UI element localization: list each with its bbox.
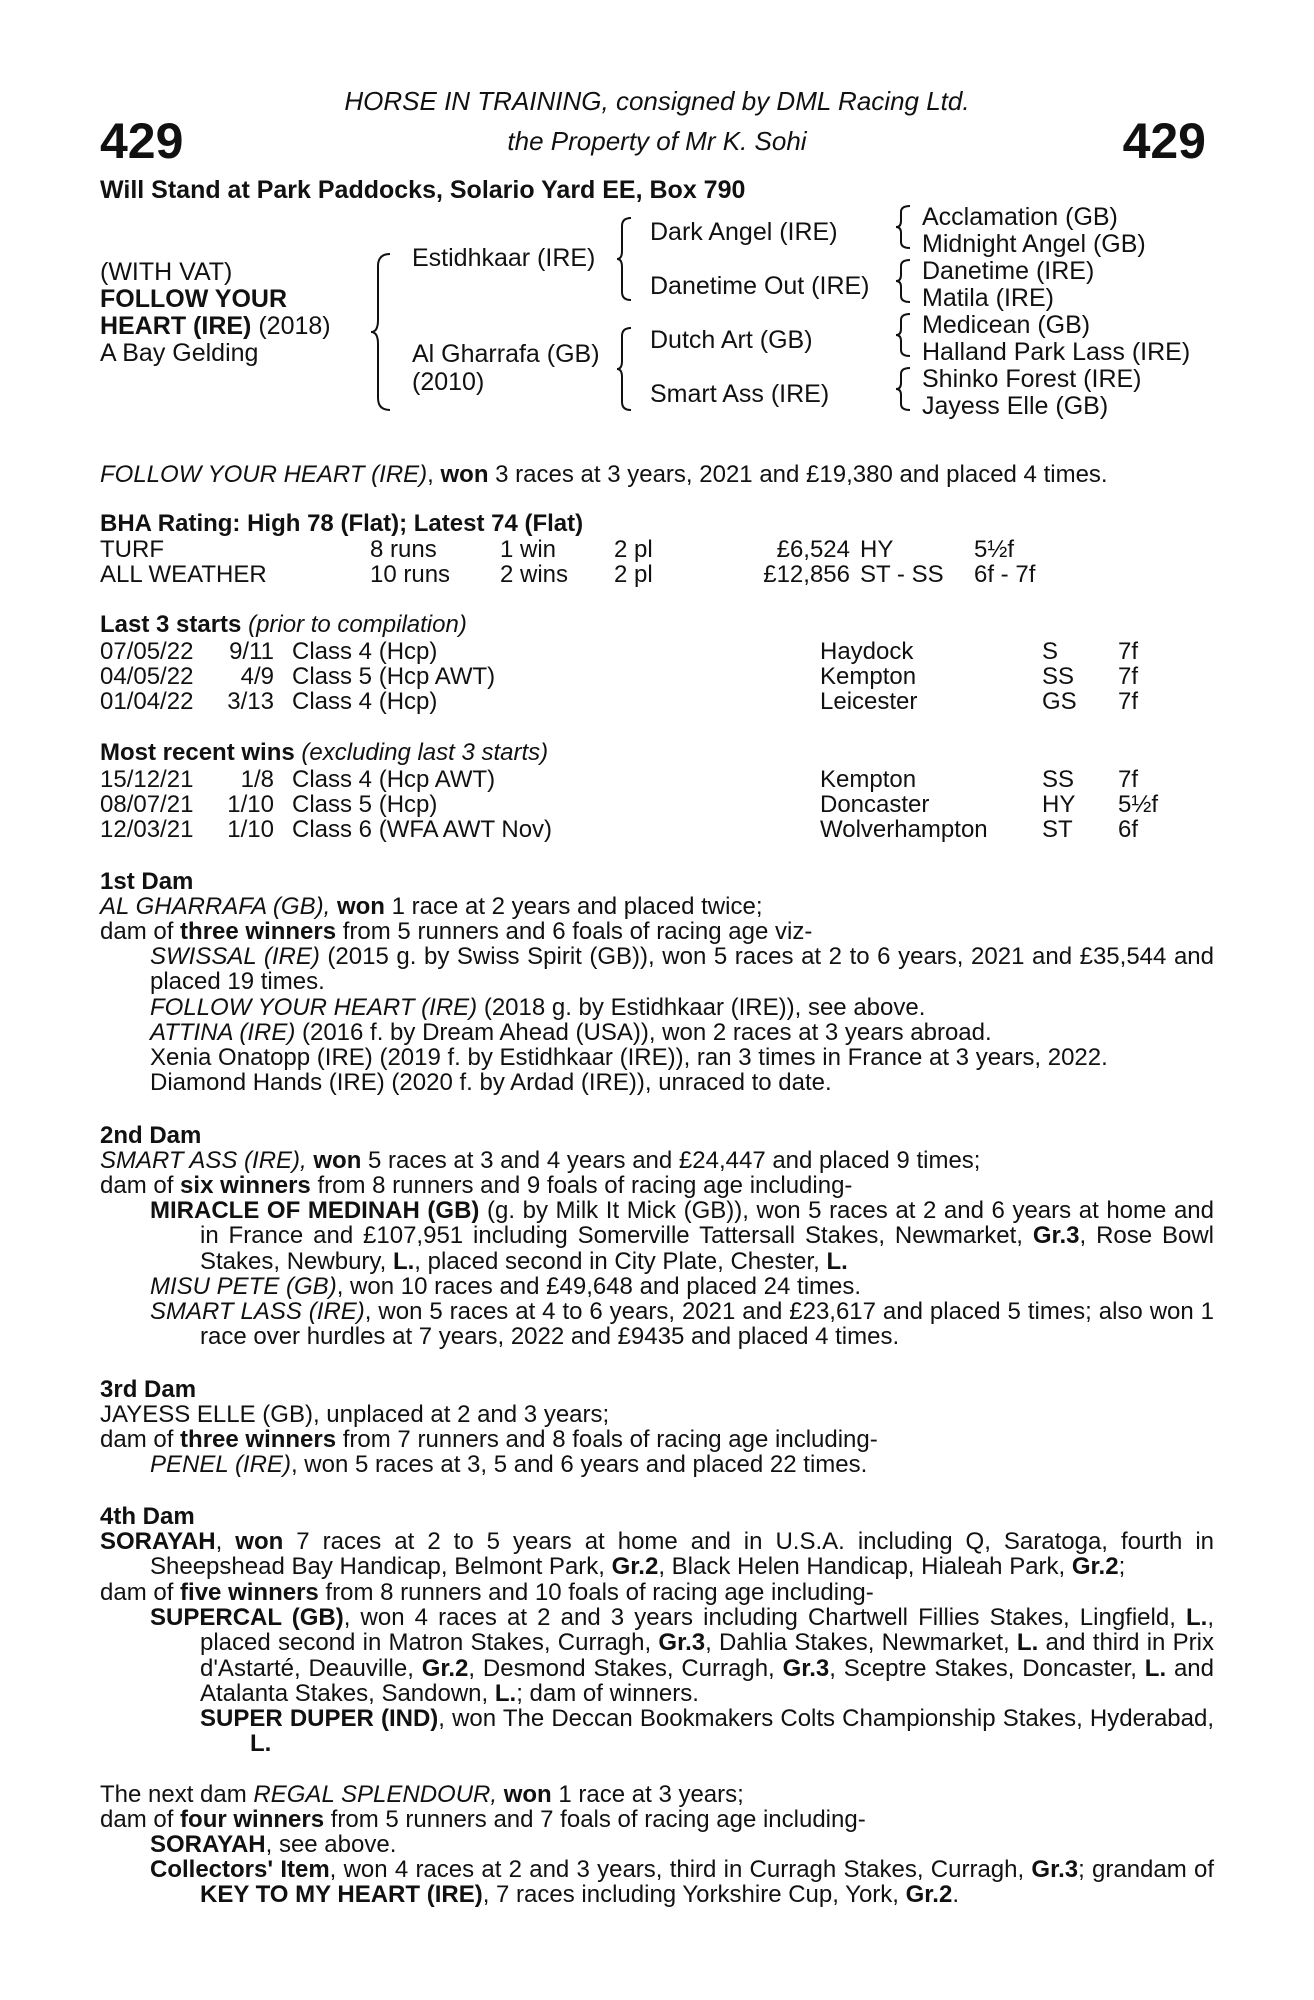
- produce-name: SWISSAL (IRE): [150, 943, 320, 970]
- dam1-dam-of: dam of: [100, 918, 181, 945]
- group-grade: Gr.2: [421, 1654, 469, 1682]
- grand-produce-name: KEY TO MY HEART (IRE): [200, 1881, 483, 1909]
- produce-record: , won 4 races at 2 and 3 years including Chartwell Fillies Stakes, Lingfield,: [343, 1604, 1186, 1631]
- lot-number-right: 429: [1122, 113, 1206, 169]
- rating-wins: 1 win: [500, 536, 557, 563]
- win-class: Class 5 (Hcp): [292, 791, 438, 818]
- dam1-produce-1: [150, 944, 1214, 995]
- summary-won: won: [440, 461, 489, 488]
- pedigree-brace-dam: [616, 326, 634, 412]
- pedigree-dam: Al Gharrafa (GB): [412, 340, 600, 368]
- dam2-winners: six winners: [180, 1172, 311, 1199]
- start-course: Haydock: [820, 638, 914, 665]
- recent-wins-note: (excluding last 3 starts): [301, 739, 549, 766]
- last3-title: Last 3 starts: [100, 611, 242, 638]
- pedigree-sdd: Matila (IRE): [922, 284, 1054, 312]
- dam3-line2: [100, 1427, 878, 1452]
- listed-grade: L.: [250, 1730, 272, 1758]
- dam4-sep: ,: [215, 1528, 236, 1555]
- dam3-produce-1: [150, 1452, 867, 1477]
- nextdam-line1-rest: 1 race at 3 years;: [551, 1781, 744, 1808]
- dam4-record: 7 races at 2 to 5 years at home and in U.S.A. including Q, Saratoga, fourth in Sheepshead Bay Handicap, Belmont Park,: [150, 1528, 1214, 1581]
- nextdam-winners: four winners: [180, 1806, 325, 1833]
- nextdam-intro: The next dam: [100, 1781, 254, 1808]
- rating-wins: 2 wins: [500, 561, 569, 588]
- start-distance: 7f: [1118, 638, 1139, 665]
- rating-distance: 5½f: [974, 536, 1015, 563]
- win-going: HY: [1042, 791, 1076, 818]
- start-date: 01/04/22: [100, 688, 194, 715]
- nextdam-won: won: [497, 1781, 552, 1808]
- pedigree-ssd: Midnight Angel (GB): [922, 230, 1146, 258]
- pedigree-ddd: Jayess Elle (GB): [922, 392, 1109, 420]
- win-course: Wolverhampton: [820, 816, 988, 843]
- race-summary: FOLLOW YOUR HEART (IRE), won 3 races at 3 years, 2021 and £19,380 and placed 4 times.: [100, 461, 1108, 488]
- dam4-title: 4th Dam: [100, 1503, 195, 1530]
- start-distance: 7f: [1118, 688, 1139, 715]
- dam4-record: , Black Helen Handicap, Hialeah Park,: [658, 1553, 1072, 1581]
- produce-name: Collectors' Item: [150, 1856, 330, 1883]
- nextdam-line2-rest: from 5 runners and 7 foals of racing age including-: [324, 1806, 866, 1833]
- rating-going: ST - SS: [860, 561, 944, 588]
- produce-record: , placed second in Matron Stakes, Curragh,: [200, 1604, 1214, 1657]
- win-date: 12/03/21: [100, 816, 194, 843]
- horse-name-line1: FOLLOW YOUR: [100, 285, 288, 313]
- last3-heading: [100, 612, 467, 637]
- produce-name: ATTINA (IRE): [150, 1019, 296, 1046]
- pedigree-ss: Dark Angel (IRE): [650, 218, 838, 246]
- produce-record: .: [952, 1881, 959, 1909]
- dam4-line1: [100, 1529, 1214, 1580]
- pedigree-brace-main: [370, 252, 394, 412]
- start-position: 3/13: [227, 688, 274, 715]
- dam3-dam-of: dam of: [100, 1426, 181, 1453]
- win-date: 08/07/21: [100, 791, 194, 818]
- start-position: 4/9: [240, 663, 274, 690]
- pedigree-dss: Medicean (GB): [922, 311, 1091, 339]
- produce-name: SUPER DUPER (IND): [200, 1705, 439, 1732]
- dam4-winners: five winners: [180, 1579, 319, 1606]
- produce-record: ; grandam of: [1078, 1856, 1215, 1883]
- rating-distance: 6f - 7f: [974, 561, 1036, 588]
- dam2-title: 2nd Dam: [100, 1122, 202, 1149]
- rating-going: HY: [860, 536, 894, 563]
- rating-placed: 2 pl: [614, 561, 653, 588]
- win-date: 15/12/21: [100, 766, 194, 793]
- produce-record: , won 5 races at 4 to 6 years, 2021 and £23,617 and placed 5 times; also won 1 race over hurdles at 7 years, 2022 and £9435 and placed 4 times.: [200, 1298, 1215, 1351]
- produce-record: (2015 g. by Swiss Spirit (GB)), won 5 races at 2 to 6 years, 2021 and £35,544 and placed 19 times.: [150, 943, 1214, 996]
- nextdam-produce-1: [150, 1832, 396, 1857]
- produce-record: ; dam of winners.: [516, 1680, 699, 1708]
- dam2-line1: [100, 1148, 980, 1173]
- rating-surface: TURF: [100, 536, 164, 563]
- horse-description: A Bay Gelding: [100, 339, 259, 367]
- group-grade: Gr.3: [658, 1629, 706, 1657]
- win-position: 1/10: [227, 816, 274, 843]
- start-going: GS: [1042, 688, 1077, 715]
- win-course: Doncaster: [820, 791, 930, 818]
- bha-rating-title: BHA Rating: High 78 (Flat); Latest 74 (Flat): [100, 510, 584, 537]
- group-grade: Gr.3: [1031, 1856, 1079, 1883]
- start-course: Kempton: [820, 663, 917, 690]
- win-going: SS: [1042, 766, 1075, 793]
- dam4-line2-rest: from 8 runners and 10 foals of racing age including-: [318, 1579, 874, 1606]
- pedigree-dds: Shinko Forest (IRE): [922, 365, 1142, 393]
- dam1-produce-2: [150, 995, 925, 1020]
- pedigree-dd: Smart Ass (IRE): [650, 380, 830, 408]
- dam4-produce-1: [150, 1605, 1214, 1707]
- produce-name: FOLLOW YOUR HEART (IRE): [150, 994, 478, 1021]
- win-distance: 6f: [1118, 816, 1139, 843]
- rating-runs: 10 runs: [370, 561, 451, 588]
- horse-name-line2-text: HEART (IRE): [100, 312, 252, 340]
- stand-location: Will Stand at Park Paddocks, Solario Yard EE, Box 790: [100, 176, 746, 204]
- dam1-produce-4: Xenia Onatopp (IRE) (2019 f. by Estidhkaar (IRE)), ran 3 times in France at 3 years, 2022.: [150, 1044, 1108, 1071]
- start-going: S: [1042, 638, 1059, 665]
- produce-record: , Sceptre Stakes, Doncaster,: [829, 1654, 1145, 1682]
- produce-record: , won 4 races at 2 and 3 years, third in Curragh Stakes, Curragh,: [329, 1856, 1032, 1883]
- produce-record: , placed second in City Plate, Chester,: [414, 1247, 827, 1275]
- summary-rest: 3 races at 3 years, 2021 and £19,380 and placed 4 times.: [488, 461, 1108, 488]
- listed-grade: L.: [1186, 1604, 1208, 1631]
- dam1-name: AL GHARRAFA (GB),: [100, 893, 331, 920]
- dam2-line1-rest: 5 races at 3 and 4 years and £24,447 and placed 9 times;: [361, 1147, 981, 1174]
- produce-record: , won 5 races at 3, 5 and 6 years and placed 22 times.: [290, 1451, 868, 1478]
- produce-record: , Desmond Stakes, Curragh,: [468, 1654, 783, 1682]
- produce-name: MIRACLE OF MEDINAH (GB): [150, 1197, 480, 1224]
- win-course: Kempton: [820, 766, 917, 793]
- listed-grade: L.: [826, 1247, 848, 1275]
- pedigree-brace-dd: [895, 366, 913, 412]
- nextdam-dam-of: dam of: [100, 1806, 181, 1833]
- dam2-won: won: [313, 1147, 362, 1174]
- dam2-line2: [100, 1173, 852, 1198]
- pedigree-sds: Danetime (IRE): [922, 257, 1095, 285]
- produce-record: and Atalanta Stakes, Sandown,: [200, 1654, 1214, 1708]
- dam2-name: SMART ASS (IRE),: [100, 1147, 307, 1174]
- dam4-line2: [100, 1580, 874, 1605]
- dam3-line1: JAYESS ELLE (GB), unplaced at 2 and 3 years;: [100, 1401, 610, 1428]
- dam1-line2: [100, 919, 812, 944]
- pedigree-sss: Acclamation (GB): [922, 203, 1118, 231]
- group-grade: Gr.2: [905, 1881, 953, 1909]
- produce-record: (2018 g. by Estidhkaar (IRE)), see above.: [477, 994, 926, 1021]
- pedigree-sire: Estidhkaar (IRE): [412, 244, 596, 272]
- dam3-line2-rest: from 7 runners and 8 foals of racing age including-: [336, 1426, 878, 1453]
- start-course: Leicester: [820, 688, 918, 715]
- dam4-dam-of: dam of: [100, 1579, 181, 1606]
- recent-wins-title: Most recent wins: [100, 739, 295, 766]
- win-distance: 7f: [1118, 766, 1139, 793]
- win-position: 1/10: [227, 791, 274, 818]
- pedigree-brace-ss: [895, 204, 913, 250]
- lot-number-left: 429: [100, 113, 184, 169]
- pedigree-dsd: Halland Park Lass (IRE): [922, 338, 1191, 366]
- dam1-line2-rest: from 5 runners and 6 foals of racing age viz-: [336, 918, 813, 945]
- start-date: 07/05/22: [100, 638, 194, 665]
- dam1-produce-5: Diamond Hands (IRE) (2020 f. by Ardad (IRE)), unraced to date.: [150, 1069, 832, 1096]
- produce-name: SUPERCAL (GB): [150, 1604, 344, 1631]
- dam4-record: ;: [1118, 1553, 1126, 1581]
- group-grade: Gr.3: [782, 1654, 830, 1682]
- listed-grade: L.: [494, 1680, 517, 1708]
- start-date: 04/05/22: [100, 663, 194, 690]
- dam1-winners: three winners: [180, 918, 337, 945]
- vat-label: (WITH VAT): [100, 258, 233, 286]
- rating-prize: £12,856: [763, 561, 850, 588]
- win-class: Class 6 (WFA AWT Nov): [292, 816, 553, 843]
- horse-name-line2: [100, 312, 331, 340]
- produce-name: MISU PETE (GB): [150, 1273, 337, 1300]
- dam1-line1: [100, 894, 762, 919]
- dam1-produce-3: [150, 1020, 992, 1045]
- win-distance: 5½f: [1118, 791, 1159, 818]
- dam3-title: 3rd Dam: [100, 1376, 197, 1403]
- dam4-produce-2: [200, 1706, 1214, 1757]
- horse-year: (2018): [258, 312, 331, 340]
- produce-record: , 7 races including Yorkshire Cup, York,: [482, 1881, 906, 1909]
- dam4-won: won: [235, 1528, 284, 1555]
- produce-record: (g. by Milk It Mick (GB)), won 5 races at 2 and 6 years at home and in France and £107,951 including Somerville Tattersall Stakes, Newmarket,: [200, 1197, 1214, 1250]
- dam2-produce-1: [150, 1198, 1214, 1274]
- win-position: 1/8: [240, 766, 274, 793]
- produce-name: SMART LASS (IRE): [150, 1298, 365, 1325]
- dam1-title: 1st Dam: [100, 868, 194, 895]
- produce-record: , won 10 races and £49,648 and placed 24 times.: [336, 1273, 862, 1300]
- nextdam-produce-2: [150, 1857, 1214, 1908]
- produce-record: , won The Deccan Bookmakers Colts Championship Stakes, Hyderabad,: [438, 1705, 1214, 1732]
- dam1-won: won: [336, 893, 385, 920]
- listed-grade: L.: [1144, 1654, 1167, 1682]
- header-consignor: HORSE IN TRAINING, consigned by DML Racing Ltd.: [344, 86, 970, 116]
- produce-name: PENEL (IRE): [150, 1451, 291, 1478]
- start-class: Class 4 (Hcp): [292, 688, 438, 715]
- dam2-produce-3: [150, 1299, 1214, 1350]
- dam3-winners: three winners: [180, 1426, 337, 1453]
- dam2-line2-rest: from 8 runners and 9 foals of racing age including-: [310, 1172, 853, 1199]
- summary-horse-name: FOLLOW YOUR HEART (IRE): [100, 461, 428, 488]
- pedigree-sd: Danetime Out (IRE): [650, 272, 870, 300]
- nextdam-name: REGAL SPLENDOUR,: [253, 1781, 498, 1808]
- produce-record: , Dahlia Stakes, Newmarket,: [705, 1629, 1017, 1657]
- listed-grade: L.: [1016, 1629, 1039, 1657]
- pedigree-brace-sd: [895, 258, 913, 304]
- last3-note: (prior to compilation): [248, 611, 467, 638]
- rating-placed: 2 pl: [614, 536, 653, 563]
- header-property: the Property of Mr K. Sohi: [507, 126, 807, 156]
- nextdam-line2: [100, 1807, 866, 1832]
- win-class: Class 4 (Hcp AWT): [292, 766, 496, 793]
- pedigree-ds: Dutch Art (GB): [650, 326, 813, 354]
- pedigree-brace-ds: [895, 312, 913, 358]
- group-grade: Gr.2: [611, 1553, 659, 1581]
- group-grade: Gr.2: [1071, 1553, 1119, 1581]
- produce-name: SORAYAH: [150, 1831, 266, 1858]
- win-going: ST: [1042, 816, 1073, 843]
- dam1-line1-rest: 1 race at 2 years and placed twice;: [384, 893, 763, 920]
- rating-runs: 8 runs: [370, 536, 437, 563]
- start-class: Class 5 (Hcp AWT): [292, 663, 496, 690]
- recent-wins-heading: [100, 740, 548, 765]
- produce-record: , Rose Bowl Stakes, Newbury,: [200, 1222, 1214, 1275]
- dam2-produce-2: [150, 1274, 861, 1299]
- start-position: 9/11: [229, 638, 274, 665]
- produce-record: and third in Prix d'Astarté, Deauville,: [200, 1629, 1214, 1682]
- pedigree-dam-year: (2010): [412, 368, 485, 396]
- dam4-name: SORAYAH: [100, 1528, 216, 1555]
- dam2-dam-of: dam of: [100, 1172, 181, 1199]
- nextdam-line1: [100, 1782, 744, 1807]
- pedigree-brace-sire: [616, 216, 634, 302]
- produce-record: , see above.: [265, 1831, 397, 1858]
- rating-surface: ALL WEATHER: [100, 561, 267, 588]
- start-class: Class 4 (Hcp): [292, 638, 438, 665]
- start-going: SS: [1042, 663, 1075, 690]
- group-grade: Gr.3: [1032, 1222, 1080, 1250]
- start-distance: 7f: [1118, 663, 1139, 690]
- produce-record: (2016 f. by Dream Ahead (USA)), won 2 races at 3 years abroad.: [295, 1019, 992, 1046]
- rating-prize: £6,524: [776, 536, 850, 563]
- listed-grade: L.: [392, 1247, 415, 1275]
